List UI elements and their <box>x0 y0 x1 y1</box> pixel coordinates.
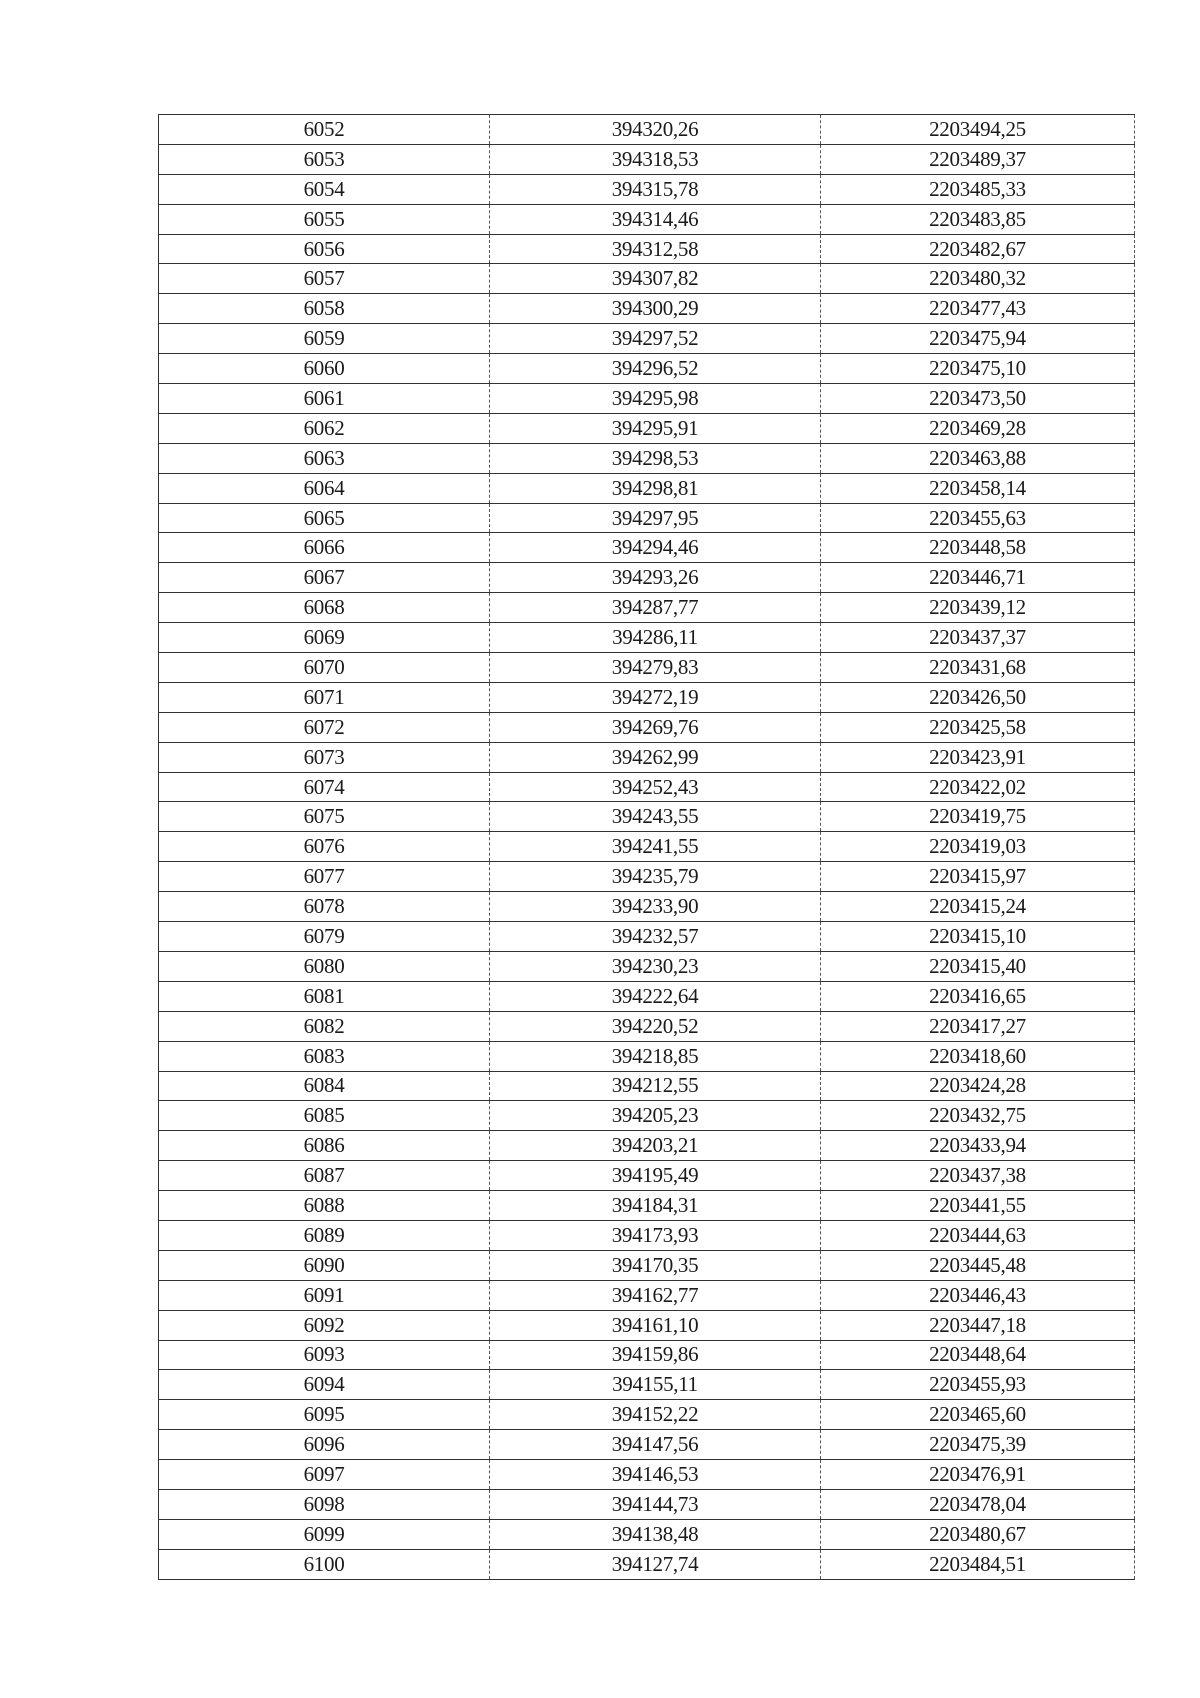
table-row <box>159 1191 1135 1221</box>
table-row <box>159 204 1135 234</box>
point-number-cell: 6085 <box>159 1101 490 1131</box>
x-coordinate-cell: 394220,52 <box>490 1011 821 1041</box>
point-number-cell: 6058 <box>159 294 490 324</box>
x-coordinate-cell: 394262,99 <box>490 742 821 772</box>
y-coordinate-cell: 2203480,32 <box>821 264 1135 294</box>
point-number-cell: 6056 <box>159 234 490 264</box>
x-coordinate-cell: 394144,73 <box>490 1489 821 1519</box>
x-coordinate-cell: 394205,23 <box>490 1101 821 1131</box>
x-coordinate-cell: 394138,48 <box>490 1519 821 1549</box>
y-coordinate-cell: 2203478,04 <box>821 1489 1135 1519</box>
table-row <box>159 1280 1135 1310</box>
point-number-cell: 6090 <box>159 1250 490 1280</box>
point-number-cell: 6067 <box>159 563 490 593</box>
y-coordinate-cell: 2203445,48 <box>821 1250 1135 1280</box>
point-number-cell: 6059 <box>159 324 490 354</box>
point-number-cell: 6054 <box>159 174 490 204</box>
y-coordinate-cell: 2203475,94 <box>821 324 1135 354</box>
x-coordinate-cell: 394230,23 <box>490 951 821 981</box>
x-coordinate-cell: 394287,77 <box>490 593 821 623</box>
x-coordinate-cell: 394241,55 <box>490 832 821 862</box>
table-row <box>159 144 1135 174</box>
point-number-cell: 6072 <box>159 712 490 742</box>
point-number-cell: 6094 <box>159 1370 490 1400</box>
table-row <box>159 1310 1135 1340</box>
y-coordinate-cell: 2203480,67 <box>821 1519 1135 1549</box>
y-coordinate-cell: 2203431,68 <box>821 653 1135 683</box>
point-number-cell: 6062 <box>159 413 490 443</box>
y-coordinate-cell: 2203483,85 <box>821 204 1135 234</box>
x-coordinate-cell: 394269,76 <box>490 712 821 742</box>
y-coordinate-cell: 2203447,18 <box>821 1310 1135 1340</box>
y-coordinate-cell: 2203422,02 <box>821 772 1135 802</box>
table-row <box>159 892 1135 922</box>
table-row <box>159 443 1135 473</box>
table-row <box>159 503 1135 533</box>
point-number-cell: 6096 <box>159 1430 490 1460</box>
table-row <box>159 294 1135 324</box>
y-coordinate-cell: 2203424,28 <box>821 1071 1135 1101</box>
table-row <box>159 1430 1135 1460</box>
table-row <box>159 832 1135 862</box>
table-row <box>159 1519 1135 1549</box>
y-coordinate-cell: 2203416,65 <box>821 981 1135 1011</box>
table-row <box>159 682 1135 712</box>
table-row <box>159 712 1135 742</box>
y-coordinate-cell: 2203415,97 <box>821 862 1135 892</box>
point-number-cell: 6064 <box>159 473 490 503</box>
table-row <box>159 1489 1135 1519</box>
y-coordinate-cell: 2203437,38 <box>821 1161 1135 1191</box>
y-coordinate-cell: 2203475,39 <box>821 1430 1135 1460</box>
x-coordinate-cell: 394184,31 <box>490 1191 821 1221</box>
x-coordinate-cell: 394173,93 <box>490 1220 821 1250</box>
x-coordinate-cell: 394155,11 <box>490 1370 821 1400</box>
point-number-cell: 6084 <box>159 1071 490 1101</box>
y-coordinate-cell: 2203417,27 <box>821 1011 1135 1041</box>
x-coordinate-cell: 394233,90 <box>490 892 821 922</box>
y-coordinate-cell: 2203475,10 <box>821 354 1135 384</box>
y-coordinate-cell: 2203433,94 <box>821 1131 1135 1161</box>
table-row <box>159 862 1135 892</box>
point-number-cell: 6083 <box>159 1041 490 1071</box>
y-coordinate-cell: 2203418,60 <box>821 1041 1135 1071</box>
x-coordinate-cell: 394297,52 <box>490 324 821 354</box>
table-row <box>159 1250 1135 1280</box>
table-row <box>159 981 1135 1011</box>
x-coordinate-cell: 394297,95 <box>490 503 821 533</box>
y-coordinate-cell: 2203482,67 <box>821 234 1135 264</box>
y-coordinate-cell: 2203494,25 <box>821 115 1135 145</box>
x-coordinate-cell: 394295,98 <box>490 384 821 414</box>
table-row <box>159 1549 1135 1579</box>
x-coordinate-cell: 394314,46 <box>490 204 821 234</box>
x-coordinate-cell: 394320,26 <box>490 115 821 145</box>
y-coordinate-cell: 2203415,10 <box>821 922 1135 952</box>
point-number-cell: 6073 <box>159 742 490 772</box>
table-row <box>159 234 1135 264</box>
point-number-cell: 6079 <box>159 922 490 952</box>
table-row <box>159 922 1135 952</box>
point-number-cell: 6076 <box>159 832 490 862</box>
point-number-cell: 6095 <box>159 1400 490 1430</box>
x-coordinate-cell: 394218,85 <box>490 1041 821 1071</box>
x-coordinate-cell: 394127,74 <box>490 1549 821 1579</box>
coordinates-table <box>158 114 1135 1580</box>
point-number-cell: 6074 <box>159 772 490 802</box>
x-coordinate-cell: 394161,10 <box>490 1310 821 1340</box>
table-row <box>159 1071 1135 1101</box>
point-number-cell: 6088 <box>159 1191 490 1221</box>
point-number-cell: 6100 <box>159 1549 490 1579</box>
point-number-cell: 6077 <box>159 862 490 892</box>
table-row <box>159 115 1135 145</box>
table-row <box>159 473 1135 503</box>
table-row <box>159 1220 1135 1250</box>
table-row <box>159 264 1135 294</box>
y-coordinate-cell: 2203419,03 <box>821 832 1135 862</box>
x-coordinate-cell: 394147,56 <box>490 1430 821 1460</box>
x-coordinate-cell: 394295,91 <box>490 413 821 443</box>
point-number-cell: 6092 <box>159 1310 490 1340</box>
x-coordinate-cell: 394159,86 <box>490 1340 821 1370</box>
y-coordinate-cell: 2203419,75 <box>821 802 1135 832</box>
point-number-cell: 6080 <box>159 951 490 981</box>
x-coordinate-cell: 394235,79 <box>490 862 821 892</box>
x-coordinate-cell: 394195,49 <box>490 1161 821 1191</box>
table-row <box>159 593 1135 623</box>
y-coordinate-cell: 2203415,24 <box>821 892 1135 922</box>
x-coordinate-cell: 394279,83 <box>490 653 821 683</box>
table-row <box>159 324 1135 354</box>
point-number-cell: 6069 <box>159 623 490 653</box>
table-row <box>159 413 1135 443</box>
table-row <box>159 623 1135 653</box>
table-row <box>159 174 1135 204</box>
x-coordinate-cell: 394293,26 <box>490 563 821 593</box>
point-number-cell: 6070 <box>159 653 490 683</box>
x-coordinate-cell: 394296,52 <box>490 354 821 384</box>
point-number-cell: 6063 <box>159 443 490 473</box>
table-row <box>159 354 1135 384</box>
x-coordinate-cell: 394203,21 <box>490 1131 821 1161</box>
y-coordinate-cell: 2203432,75 <box>821 1101 1135 1131</box>
x-coordinate-cell: 394146,53 <box>490 1460 821 1490</box>
point-number-cell: 6057 <box>159 264 490 294</box>
y-coordinate-cell: 2203426,50 <box>821 682 1135 712</box>
y-coordinate-cell: 2203425,58 <box>821 712 1135 742</box>
coordinates-table-body <box>159 115 1135 1580</box>
point-number-cell: 6089 <box>159 1220 490 1250</box>
y-coordinate-cell: 2203476,91 <box>821 1460 1135 1490</box>
table-row <box>159 533 1135 563</box>
point-number-cell: 6091 <box>159 1280 490 1310</box>
point-number-cell: 6071 <box>159 682 490 712</box>
y-coordinate-cell: 2203473,50 <box>821 384 1135 414</box>
y-coordinate-cell: 2203477,43 <box>821 294 1135 324</box>
point-number-cell: 6068 <box>159 593 490 623</box>
table-row <box>159 772 1135 802</box>
point-number-cell: 6053 <box>159 144 490 174</box>
y-coordinate-cell: 2203458,14 <box>821 473 1135 503</box>
x-coordinate-cell: 394298,53 <box>490 443 821 473</box>
x-coordinate-cell: 394298,81 <box>490 473 821 503</box>
point-number-cell: 6081 <box>159 981 490 1011</box>
point-number-cell: 6087 <box>159 1161 490 1191</box>
x-coordinate-cell: 394152,22 <box>490 1400 821 1430</box>
table-row <box>159 653 1135 683</box>
x-coordinate-cell: 394162,77 <box>490 1280 821 1310</box>
y-coordinate-cell: 2203448,64 <box>821 1340 1135 1370</box>
y-coordinate-cell: 2203415,40 <box>821 951 1135 981</box>
y-coordinate-cell: 2203448,58 <box>821 533 1135 563</box>
table-row <box>159 563 1135 593</box>
y-coordinate-cell: 2203469,28 <box>821 413 1135 443</box>
y-coordinate-cell: 2203465,60 <box>821 1400 1135 1430</box>
y-coordinate-cell: 2203446,43 <box>821 1280 1135 1310</box>
y-coordinate-cell: 2203485,33 <box>821 174 1135 204</box>
table-row <box>159 1131 1135 1161</box>
x-coordinate-cell: 394315,78 <box>490 174 821 204</box>
y-coordinate-cell: 2203455,63 <box>821 503 1135 533</box>
y-coordinate-cell: 2203446,71 <box>821 563 1135 593</box>
point-number-cell: 6093 <box>159 1340 490 1370</box>
point-number-cell: 6065 <box>159 503 490 533</box>
point-number-cell: 6055 <box>159 204 490 234</box>
x-coordinate-cell: 394212,55 <box>490 1071 821 1101</box>
x-coordinate-cell: 394232,57 <box>490 922 821 952</box>
point-number-cell: 6099 <box>159 1519 490 1549</box>
point-number-cell: 6052 <box>159 115 490 145</box>
table-row <box>159 1011 1135 1041</box>
table-row <box>159 1161 1135 1191</box>
table-row <box>159 1101 1135 1131</box>
x-coordinate-cell: 394243,55 <box>490 802 821 832</box>
y-coordinate-cell: 2203455,93 <box>821 1370 1135 1400</box>
x-coordinate-cell: 394272,19 <box>490 682 821 712</box>
point-number-cell: 6082 <box>159 1011 490 1041</box>
table-row <box>159 1370 1135 1400</box>
table-row <box>159 742 1135 772</box>
x-coordinate-cell: 394252,43 <box>490 772 821 802</box>
y-coordinate-cell: 2203463,88 <box>821 443 1135 473</box>
point-number-cell: 6098 <box>159 1489 490 1519</box>
x-coordinate-cell: 394300,29 <box>490 294 821 324</box>
y-coordinate-cell: 2203444,63 <box>821 1220 1135 1250</box>
x-coordinate-cell: 394294,46 <box>490 533 821 563</box>
table-row <box>159 1460 1135 1490</box>
point-number-cell: 6075 <box>159 802 490 832</box>
table-row <box>159 951 1135 981</box>
y-coordinate-cell: 2203489,37 <box>821 144 1135 174</box>
y-coordinate-cell: 2203484,51 <box>821 1549 1135 1579</box>
x-coordinate-cell: 394222,64 <box>490 981 821 1011</box>
table-row <box>159 1400 1135 1430</box>
y-coordinate-cell: 2203437,37 <box>821 623 1135 653</box>
table-row <box>159 802 1135 832</box>
table-row <box>159 1340 1135 1370</box>
table-row <box>159 1041 1135 1071</box>
table-row <box>159 384 1135 414</box>
x-coordinate-cell: 394307,82 <box>490 264 821 294</box>
point-number-cell: 6060 <box>159 354 490 384</box>
x-coordinate-cell: 394286,11 <box>490 623 821 653</box>
point-number-cell: 6078 <box>159 892 490 922</box>
x-coordinate-cell: 394312,58 <box>490 234 821 264</box>
y-coordinate-cell: 2203439,12 <box>821 593 1135 623</box>
y-coordinate-cell: 2203423,91 <box>821 742 1135 772</box>
x-coordinate-cell: 394170,35 <box>490 1250 821 1280</box>
point-number-cell: 6066 <box>159 533 490 563</box>
x-coordinate-cell: 394318,53 <box>490 144 821 174</box>
y-coordinate-cell: 2203441,55 <box>821 1191 1135 1221</box>
point-number-cell: 6061 <box>159 384 490 414</box>
point-number-cell: 6097 <box>159 1460 490 1490</box>
point-number-cell: 6086 <box>159 1131 490 1161</box>
